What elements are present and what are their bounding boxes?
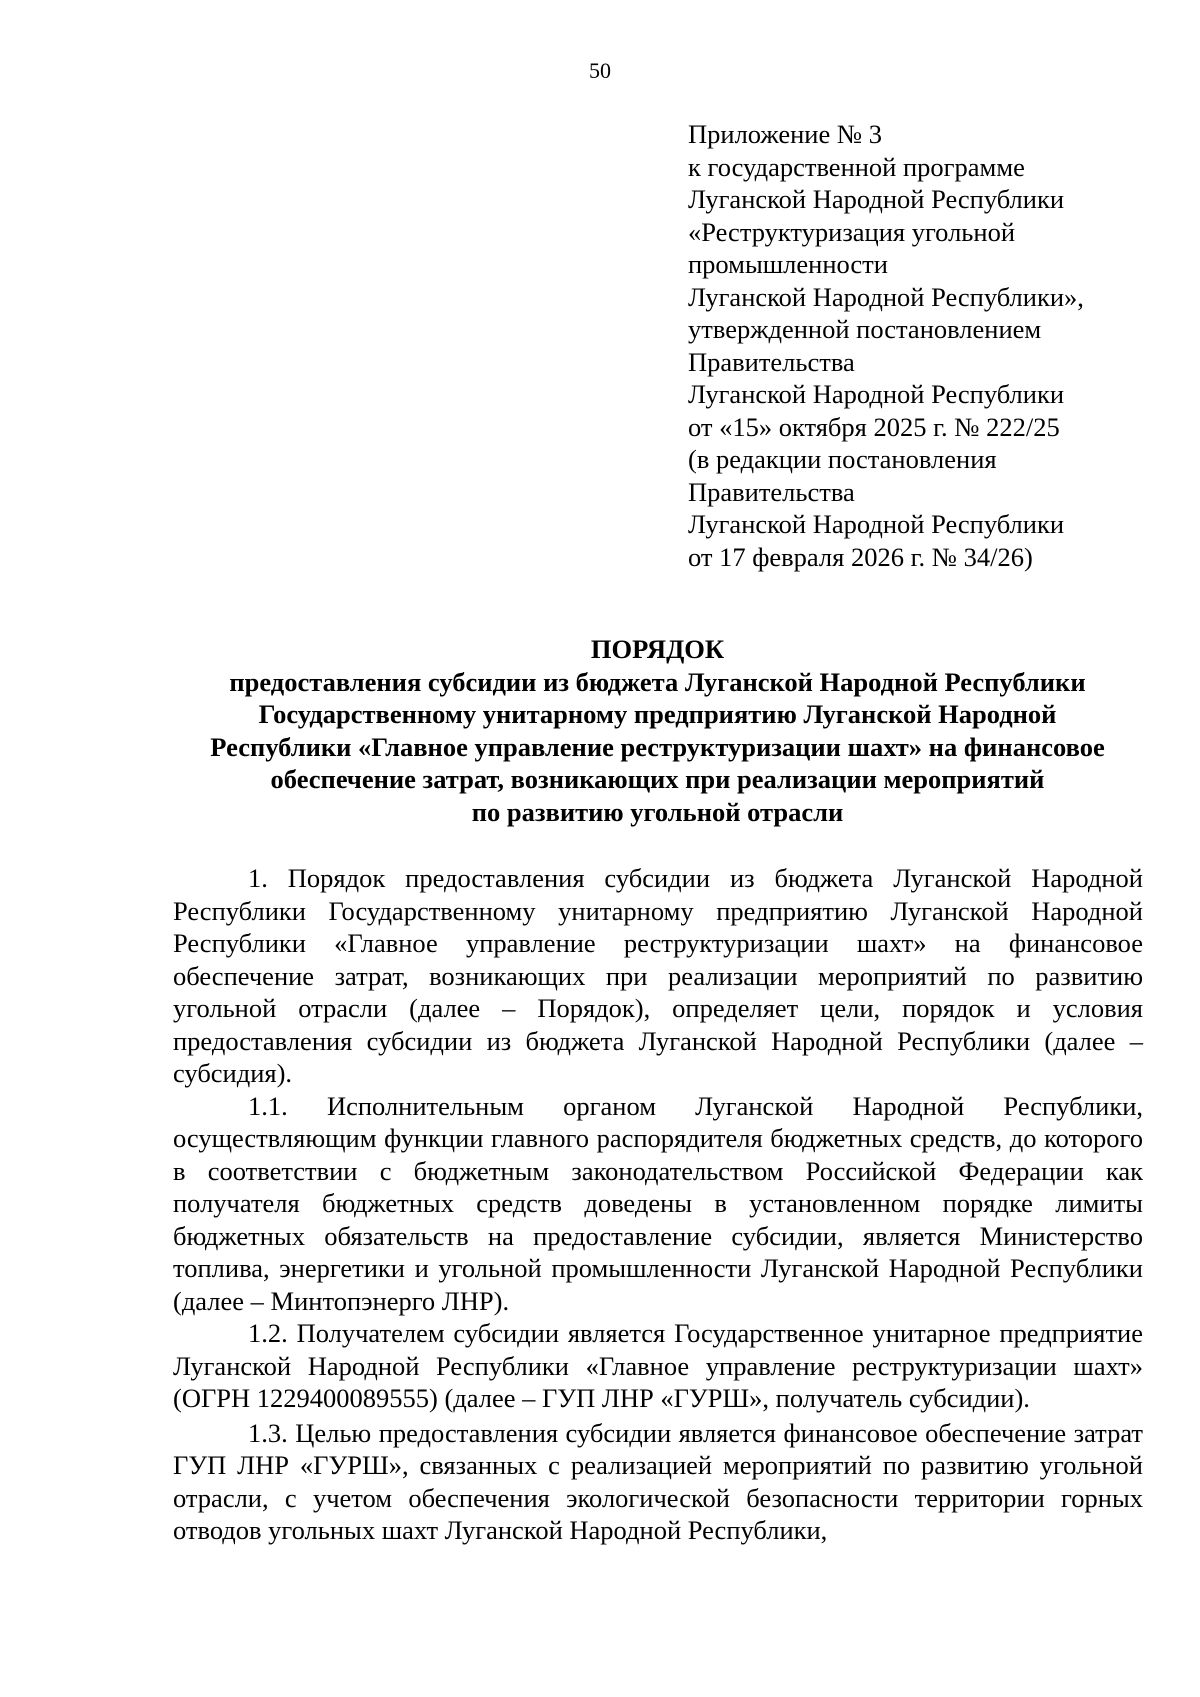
title-heading: ПОРЯДОК bbox=[590, 634, 725, 664]
annex-line: Правительства bbox=[688, 476, 855, 507]
paragraph-1: 1. Порядок предоставления субсидии из бюджета Луганской Народной Республики Государственному унитарному предприятию Луганской Народной Республики «Главное управление реструктуризации шахт» на финансовое обеспечение затрат, возникающих при реализации мероприятий по развитию угольной отрасли (далее – Порядок), определяет цели, порядок и условия предоставления субсидии из бюджета Луганской Народной Республики (далее – субсидия). bbox=[173, 863, 1143, 1088]
annex-line: Луганской Народной Республики bbox=[688, 509, 1065, 539]
title-line: Республики «Главное управление реструктуризации шахт» на финансовое bbox=[210, 731, 1105, 762]
paragraph-1-1: 1.1. Исполнительным органом Луганской Народной Республики, осуществляющим функции главного распорядителя бюджетных средств, до которого в соответствии с бюджетным законодательством Российской Федерации как получателя бюджетных средств доведены в установленном порядке лимиты бюджетных обязательств на предоставление субсидии, является Министерство топлива, энергетики и угольной промышленности Луганской Народной Республики (далее – Минтопэнерго ЛНР). bbox=[173, 1090, 1143, 1316]
annex-block bbox=[688, 118, 1188, 573]
document-body bbox=[173, 862, 1143, 1547]
title-line: обеспечение затрат, возникающих при реализации мероприятий bbox=[270, 764, 1045, 794]
annex-line: Луганской Народной Республики», bbox=[688, 281, 1084, 312]
annex-line: (в редакции постановления bbox=[688, 444, 997, 474]
paragraph-1-2: 1.2. Получателем субсидии является Государственное унитарное предприятие Луганской Народной Республики «Главное управление реструктуризации шахт» (ОГРН 1229400089555) (далее – ГУП ЛНР «ГУРШ», получатель субсидии). bbox=[173, 1318, 1143, 1413]
annex-line: к государственной программе bbox=[688, 151, 1025, 182]
annex-line: утвержденной постановлением bbox=[688, 314, 1042, 344]
paragraph-1-3: 1.3. Целью предоставления субсидии является финансовое обеспечение затрат ГУП ЛНР «ГУРШ», связанных с реализацией мероприятий по развитию угольной отрасли, с учетом обеспечения экологической безопасности территории горных отводов угольных шахт Луганской Народной Республики, bbox=[173, 1417, 1143, 1545]
document-title bbox=[160, 633, 1155, 828]
annex-line: Луганской Народной Республики bbox=[688, 184, 1065, 214]
annex-line: Луганской Народной Республики bbox=[688, 379, 1065, 409]
title-line: по развитию угольной отрасли bbox=[471, 796, 844, 827]
annex-line: от 17 февраля 2026 г. № 34/26) bbox=[688, 541, 1033, 572]
annex-line: «Реструктуризация угольной bbox=[688, 216, 1016, 247]
annex-line: от «15» октября 2025 г. № 222/25 bbox=[688, 411, 1060, 442]
page-number: 50 bbox=[589, 58, 611, 83]
annex-line: промышленности bbox=[688, 249, 888, 279]
annex-line: Приложение № 3 bbox=[688, 119, 883, 149]
annex-line: Правительства bbox=[688, 346, 855, 377]
title-line: Государственному унитарному предприятию Луганской Народной bbox=[258, 699, 1057, 729]
title-line: предоставления субсидии из бюджета Луганской Народной Республики bbox=[229, 666, 1086, 697]
